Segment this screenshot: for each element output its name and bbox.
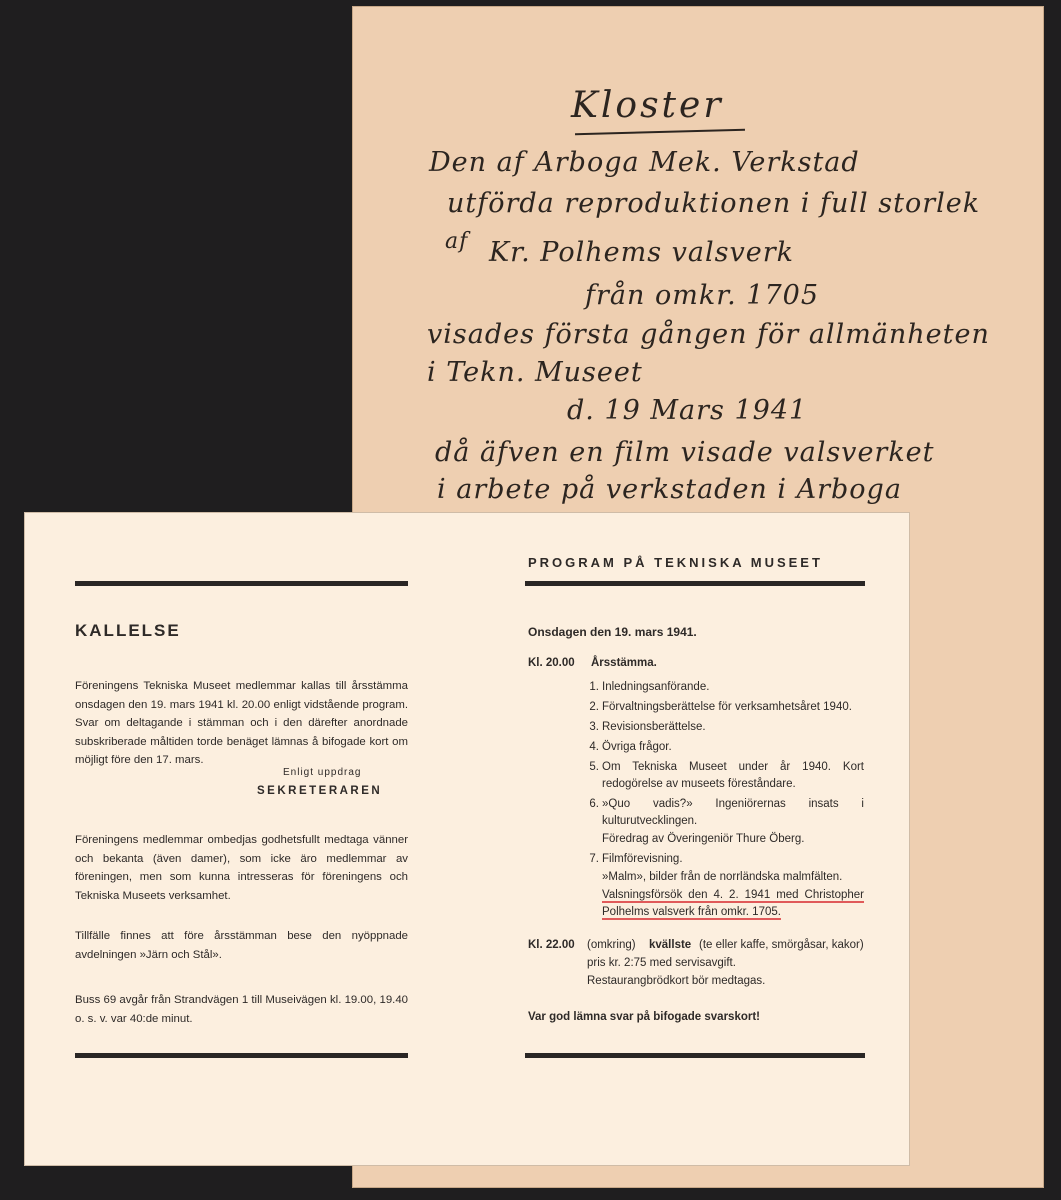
item-number: 3.: [589, 721, 599, 733]
program-time: Kl. 20.00: [528, 657, 575, 669]
program-item: Filmförevisning.: [602, 853, 683, 865]
invitation-paragraph: Buss 69 avgår från Strandvägen 1 till Museivägen kl. 19.00, 19.40 o. s. v. var 40:de minut.: [75, 994, 408, 1025]
bottom-rule-right: [525, 1053, 865, 1058]
invitation-paragraph: Föreningens Tekniska Museet medlemmar kallas till årsstämma onsdagen den 19. mars 1941 kl. 20.00 enligt vidstående program. Svar om deltagande i stämman och i den därefter anordnade subskriberade måltiden torde benäget lämnas å bifogade kort om möjligt före den 17. mars.: [75, 680, 408, 766]
item-number: 5.: [589, 761, 599, 773]
program-item: Förvaltningsberättelse för verksamhetsåret 1940.: [602, 701, 852, 713]
invitation-paragraph: Tillfälle finnes att före årsstämman bese den nyöppnade avdelningen »Järn och Stål».: [75, 930, 408, 961]
signature-line: Enligt uppdrag: [283, 767, 362, 778]
item-number: 7.: [589, 853, 599, 865]
note-line: då äfven en film visade valsverket: [435, 437, 935, 468]
bring-line: Restaurangbrödkort bör medtagas.: [587, 975, 766, 987]
item-number: 4.: [589, 741, 599, 753]
program-item: Om Tekniska Museet under år 1940. Kort redogörelse av museets föreståndare.: [602, 761, 864, 790]
handwritten-note: [353, 7, 1045, 527]
note-line: af: [445, 229, 469, 254]
printed-invitation-sheet: [24, 512, 910, 1166]
film-underlined-note: Valsningsförsök den 4. 2. 1941 med Christopher Polhelms valsverk från omkr. 1705.: [602, 889, 864, 918]
item-number: 1.: [589, 681, 599, 693]
note-line: från omkr. 1705: [585, 280, 820, 311]
event-detail: (te eller kaffe, smörgåsar, kakor): [699, 939, 864, 951]
program-time: Kl. 22.00: [528, 939, 575, 951]
note-title-underline: [575, 129, 745, 135]
note-line: i arbete på verkstaden i Arboga: [437, 474, 902, 505]
reply-request: Var god lämna svar på bifogade svarskort!: [528, 1011, 760, 1023]
film-description: »Malm», bilder från de norrländska malmfälten.: [602, 871, 843, 883]
invitation-heading: KALLELSE: [75, 621, 181, 640]
price-line: pris kr. 2:75 med servisavgift.: [587, 957, 736, 969]
program-item: Övriga frågor.: [602, 741, 672, 753]
note-line: utförda reproduktionen i full storlek: [447, 188, 981, 219]
note-line: visades första gången för allmänheten: [427, 319, 990, 350]
program-item: Föredrag av Överingeniör Thure Öberg.: [602, 833, 805, 845]
top-rule-right: [525, 581, 865, 586]
note-line: i Tekn. Museet: [427, 357, 643, 388]
bottom-rule-left: [75, 1053, 408, 1058]
program-item: Inledningsanförande.: [602, 681, 710, 693]
program-event: kvällste: [649, 939, 692, 951]
program-date: Onsdagen den 19. mars 1941.: [528, 625, 697, 639]
top-rule-left: [75, 581, 408, 586]
program-item: »Quo vadis?» Ingeniörernas insats i kulturutvecklingen.: [602, 798, 864, 827]
note-line: Den af Arboga Mek. Verkstad: [429, 147, 860, 178]
item-number: 6.: [589, 798, 599, 810]
note-title: Kloster: [571, 85, 724, 126]
program-title: PROGRAM PÅ TEKNISKA MUSEET: [528, 555, 823, 570]
invitation-paragraph: Föreningens medlemmar ombedjas godhetsfullt medtaga vänner och bekanta (även damer), som icke äro medlemmar av föreningen, men som kunna intresseras för föreningens och Tekniska Museets verksamhet.: [75, 834, 408, 902]
program-item: Revisionsberättelse.: [602, 721, 706, 733]
signature-title: SEKRETERAREN: [257, 785, 383, 797]
note-line: Kr. Polhems valsverk: [489, 237, 794, 268]
time-note: (omkring): [587, 939, 636, 951]
item-number: 2.: [589, 701, 599, 713]
note-line: d. 19 Mars 1941: [567, 395, 808, 426]
program-event: Årsstämma.: [591, 657, 657, 669]
